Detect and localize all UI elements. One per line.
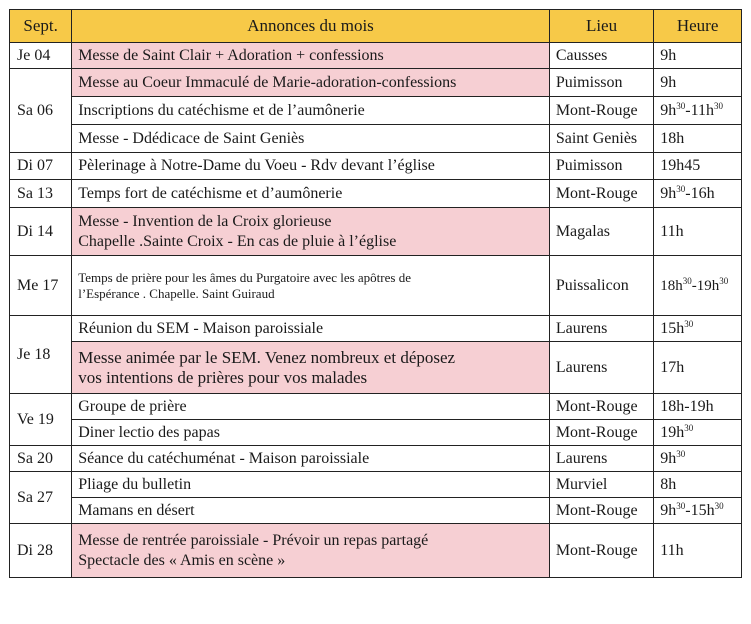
date-cell: Sa 06	[10, 69, 72, 153]
time-superscript: 30	[676, 183, 686, 194]
date-cell: Je 18	[10, 316, 72, 394]
date-cell: Sa 27	[10, 472, 72, 524]
date-cell: Sa 13	[10, 180, 72, 208]
table-row	[10, 125, 742, 153]
time-superscript: 30	[713, 100, 723, 111]
time-cell: 8h	[654, 472, 742, 498]
date-cell: Di 14	[10, 208, 72, 256]
announcement-cell: Temps fort de catéchisme et d’aumônerie	[72, 180, 550, 208]
time-part: -19h	[691, 277, 720, 294]
announcement-cell: Diner lectio des papas	[72, 420, 550, 446]
announcement-line: vos intentions de prières pour vos malades	[78, 367, 368, 387]
announcement-cell: Groupe de prière	[72, 394, 550, 420]
time-part: 15h	[660, 319, 685, 337]
table-row	[10, 524, 742, 578]
header-place: Lieu	[549, 10, 653, 43]
table-row	[10, 69, 742, 97]
announcement-line: Spectacle des « Amis en scène »	[78, 551, 286, 569]
date-cell: Di 07	[10, 153, 72, 180]
header-time: Heure	[654, 10, 742, 43]
place-cell: Murviel	[549, 472, 653, 498]
place-cell: Puimisson	[549, 69, 653, 97]
place-cell: Mont-Rouge	[549, 498, 653, 524]
table-row	[10, 256, 742, 316]
announcement-cell: Messe au Coeur Immaculé de Marie-adoration-confessions	[72, 69, 550, 97]
table-row	[10, 394, 742, 420]
table-row	[10, 498, 742, 524]
time-part: -15h	[685, 501, 715, 519]
time-cell: 11h	[654, 208, 742, 256]
time-cell	[654, 446, 742, 472]
time-superscript: 30	[676, 448, 686, 459]
table-row	[10, 342, 742, 394]
announcement-line: Messe - Invention de la Croix glorieuse	[78, 212, 332, 230]
schedule-table	[9, 9, 742, 578]
place-cell: Mont-Rouge	[549, 97, 653, 125]
announcement-cell: Réunion du SEM - Maison paroissiale	[72, 316, 550, 342]
time-cell: 18h-19h	[654, 394, 742, 420]
announcement-cell	[72, 524, 550, 578]
table-row	[10, 97, 742, 125]
table-row	[10, 180, 742, 208]
place-cell: Mont-Rouge	[549, 420, 653, 446]
announcement-cell	[72, 208, 550, 256]
time-cell	[654, 97, 742, 125]
table-row	[10, 153, 742, 180]
announcement-cell: Pliage du bulletin	[72, 472, 550, 498]
table-row	[10, 446, 742, 472]
header-row	[10, 10, 742, 43]
header-announcements: Annonces du mois	[72, 10, 550, 43]
table-row	[10, 472, 742, 498]
date-cell: Sa 20	[10, 446, 72, 472]
time-cell	[654, 316, 742, 342]
table-row	[10, 208, 742, 256]
place-cell: Mont-Rouge	[549, 180, 653, 208]
announcement-cell: Séance du catéchuménat - Maison paroissiale	[72, 446, 550, 472]
place-cell: Puimisson	[549, 153, 653, 180]
time-cell	[654, 180, 742, 208]
time-superscript: 30	[684, 318, 694, 329]
place-cell: Puissalicon	[549, 256, 653, 316]
time-cell: 19h45	[654, 153, 742, 180]
announcement-cell: Mamans en désert	[72, 498, 550, 524]
time-cell: 18h	[654, 125, 742, 153]
place-cell: Laurens	[549, 316, 653, 342]
announcement-cell: Messe - Ddédicace de Saint Geniès	[72, 125, 550, 153]
place-cell: Causses	[549, 43, 653, 69]
announcement-cell	[72, 342, 550, 394]
place-cell: Mont-Rouge	[549, 394, 653, 420]
time-superscript: 30	[676, 500, 686, 511]
announcement-line: l’Espérance . Chapelle. Saint Guiraud	[78, 285, 275, 301]
time-cell: 9h	[654, 69, 742, 97]
time-cell: 9h	[654, 43, 742, 69]
time-part: 18h	[660, 277, 683, 294]
date-cell: Je 04	[10, 43, 72, 69]
time-superscript: 30	[714, 500, 724, 511]
announcement-cell: Pèlerinage à Notre-Dame du Voeu - Rdv devant l’église	[72, 153, 550, 180]
place-cell: Magalas	[549, 208, 653, 256]
table-row	[10, 43, 742, 69]
time-cell	[654, 256, 742, 316]
time-part: -11h	[685, 101, 714, 119]
announcement-cell: Inscriptions du catéchisme et de l’aumônerie	[72, 97, 550, 125]
time-cell: 17h	[654, 342, 742, 394]
schedule-container	[9, 9, 742, 578]
date-cell: Ve 19	[10, 394, 72, 446]
time-superscript: 30	[719, 275, 729, 286]
place-cell: Saint Geniès	[549, 125, 653, 153]
time-superscript: 30	[676, 100, 686, 111]
time-superscript: 30	[684, 422, 694, 433]
table-row	[10, 316, 742, 342]
announcement-line: Messe animée par le SEM. Venez nombreux et déposez	[78, 347, 456, 367]
place-cell: Laurens	[549, 446, 653, 472]
time-cell	[654, 498, 742, 524]
date-cell: Me 17	[10, 256, 72, 316]
announcement-line: Chapelle .Sainte Croix - En cas de pluie à l’église	[78, 232, 397, 250]
place-cell: Mont-Rouge	[549, 524, 653, 578]
time-part: 9h	[660, 184, 677, 202]
place-cell: Laurens	[549, 342, 653, 394]
time-cell	[654, 420, 742, 446]
announcement-line: Messe de rentrée paroissiale - Prévoir un repas partagé	[78, 531, 429, 549]
time-part: 9h	[660, 449, 677, 467]
time-cell: 11h	[654, 524, 742, 578]
time-part: 9h	[660, 101, 677, 119]
time-part: -16h	[685, 184, 715, 202]
time-part: 9h	[660, 501, 677, 519]
time-superscript: 30	[682, 275, 692, 286]
date-cell: Di 28	[10, 524, 72, 578]
header-date: Sept.	[10, 10, 72, 43]
table-row	[10, 420, 742, 446]
announcement-cell	[72, 256, 550, 316]
time-part: 19h	[660, 423, 685, 441]
announcement-line: Temps de prière pour les âmes du Purgatoire avec les apôtres de	[78, 269, 411, 285]
announcement-cell: Messe de Saint Clair + Adoration + confessions	[72, 43, 550, 69]
